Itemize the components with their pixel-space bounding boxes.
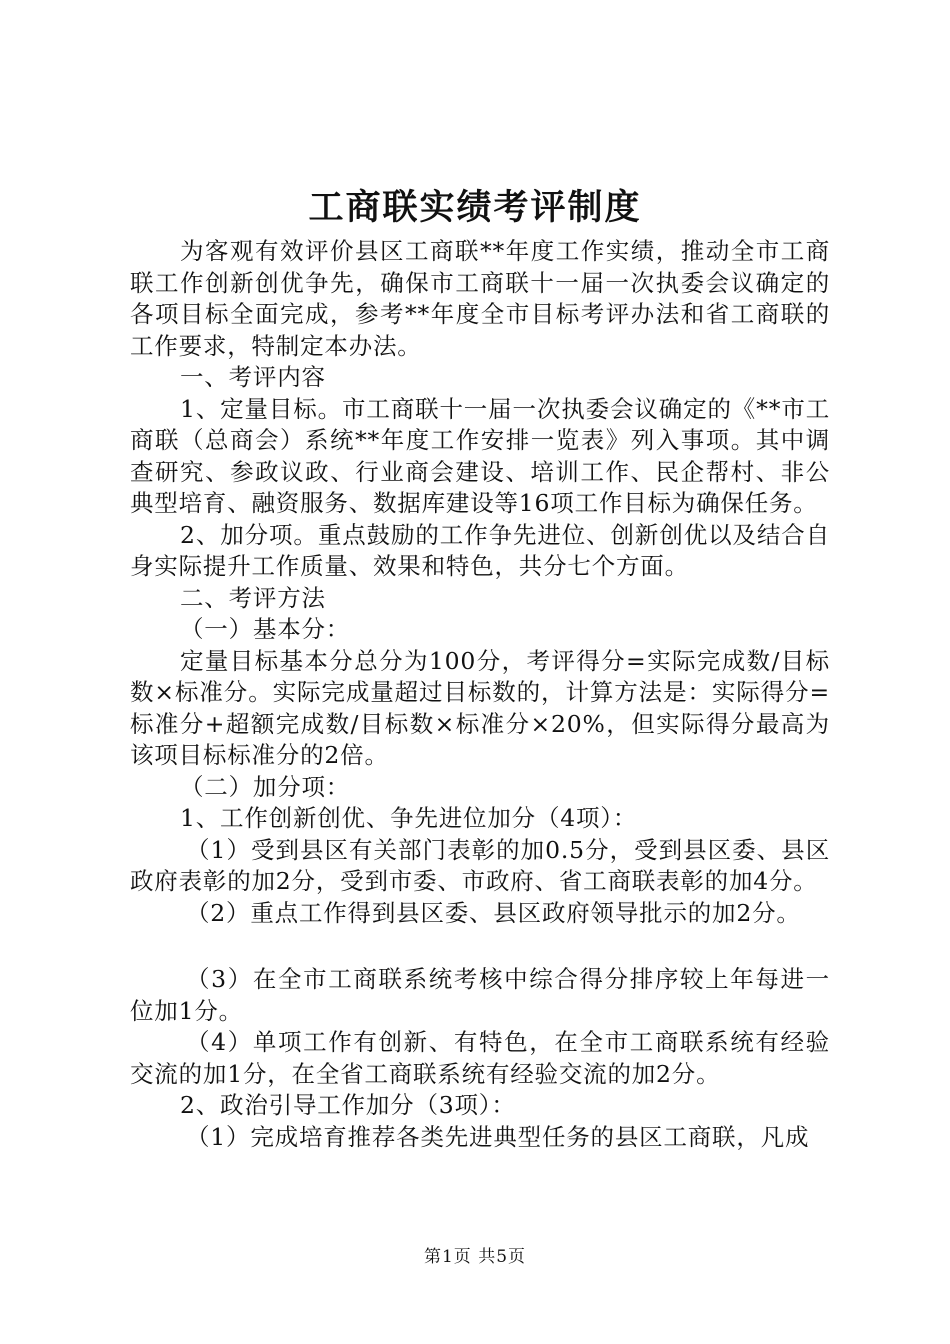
- blank-line: [130, 929, 830, 964]
- paragraph-bonus-items: 2、加分项。重点鼓励的工作争先进位、创新创优以及结合自身实际提升工作质量、效果和特色，共分七个方面。: [130, 520, 830, 580]
- list-item-1: （1）受到县区有关部门表彰的加0.5分，受到县区委、县区政府表彰的加2分，受到市委、市政府、省工商联表彰的加4分。: [130, 835, 830, 895]
- intro-paragraph: 为客观有效评价县区工商联**年度工作实绩，推动全市工商联工作创新创优争先，确保市工商联十一届一次执委会议确定的各项目标全面完成，参考**年度全市目标考评办法和省工商联的工作要求，特制定本办法。: [130, 237, 830, 360]
- subsection-heading-1: （一）基本分：: [180, 615, 351, 643]
- paragraph-base-score: 定量目标基本分总分为100分，考评得分=实际完成数/目标数×标准分。实际完成量超过目标数的，计算方法是：实际得分=标准分+超额完成数/目标数×标准分×20%，但实际得分最高为该项目标标准分的2倍。: [130, 646, 830, 769]
- list-item-4: （4）单项工作有创新、有特色，在全市工商联系统有经验交流的加1分，在全省工商联系统有经验交流的加2分。: [130, 1028, 830, 1088]
- item-heading-1: 1、工作创新创优、争先进位加分（4项）：: [180, 804, 638, 832]
- list-item-2: （2）重点工作得到县区委、县区政府领导批示的加2分。: [186, 898, 801, 927]
- document-title: 工商联实绩考评制度: [308, 187, 642, 228]
- section-heading-2: 二、考评方法: [180, 583, 326, 612]
- subsection-heading-2: （二）加分项：: [180, 772, 351, 801]
- page-footer: 第1页 共5页: [423, 1247, 527, 1267]
- item-heading-2: 2、政治引导工作加分（3项）：: [180, 1091, 516, 1119]
- document-body: [130, 236, 830, 1153]
- paragraph-quantitative-goals: 1、定量目标。市工商联十一届一次执委会议确定的《**市工商联（总商会）系统**年度工作安排一览表》列入事项。其中调查研究、参政议政、行业商会建设、培训工作、民企帮村、非公典型培育、融资服务、数据库建设等16项工作目标为确保任务。: [130, 394, 830, 517]
- list-item-5: （1）完成培育推荐各类先进典型任务的县区工商联，凡成: [186, 1122, 810, 1151]
- section-heading-1: 一、考评内容: [180, 363, 326, 391]
- list-item-3: （3）在全市工商联系统考核中综合得分排序较上年每进一位加1分。: [130, 965, 830, 1025]
